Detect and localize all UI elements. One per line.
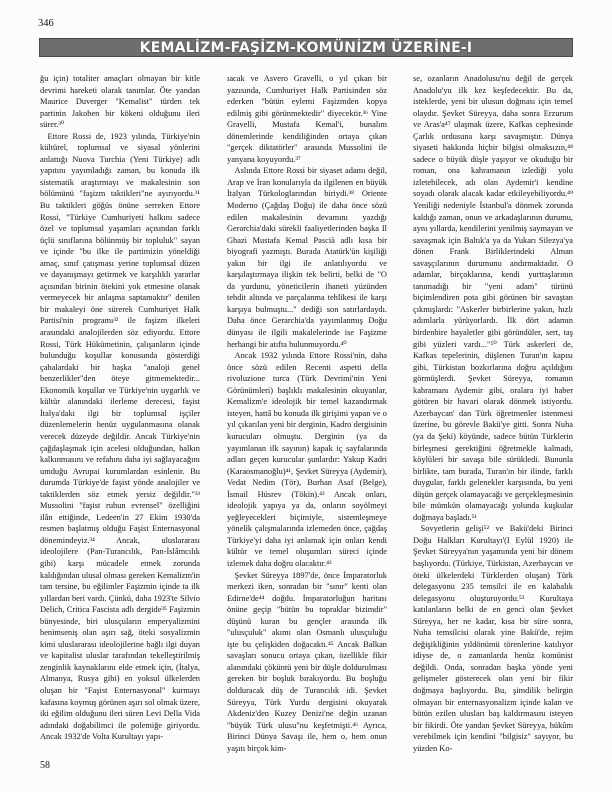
paragraph: Aslında Ettore Rossi bir siyaset adamı değil, Arap ve İran konularıyla da ilgilenen en büyük İtalyan Türkologlarından biriydi.³⁸ Oriente Moderno (Çağdaş Doğu) ile daha önce sözü edilen makalesinin devamını yazdığı Gerarchia'daki sürekli faaliyetlerinden başka Il Ghazi Mustafa Kemal Pascià adlı kısa bir biyografi yazmıştı. Burada Atatürk'ün kişiliği yakın bir ilgi ile anlatılıyordu ve karşılaştırmaya ilişkin tek belirti, belki de "O da yurdunu, yöneticilerin ihaneti yüzünden tehdit altında ve parçalanma tehlikesi ile karşı karşıya bulmuştu..." dediği son satırlardaydı. Daha önce Gerarchia'da yayımlanmış Doğu dünyası ile ilgili makalelerinde ise Faşizme herhangi bir atıfta bulunmuyordu.⁴⁰: [227, 166, 387, 349]
paragraph: Ancak 1932 yılında Ettore Rossi'nin, daha önce sözü edilen Recenti aspetti della rivoluzione turca (Türk Devrimi'nin Yeni Görünümleri) başlıklı makalesinin okuyanlar, Kemalizm'e ideolojik bir temel kazandırmak isteyen, hattâ bu konuda ilk girişimi yapan ve o yıl çıkarılan yeni bir derginin, Kadro dergisinin kurucuları olmuştu. Derginin (ya da yayımlanan ilk sayının) kapak iç sayfalarında adları geçen kurucular şunlardır: Yakup Kadri (Karaosmanoğlu)⁴¹, Şevket Süreyya (Aydemir), Vedat Nedim (Tör), Burhan Asaf (Belge), İsmail Hüsrev (Tökin).⁴² Ancak onları, ideolojik yapıya ya da, onların soyölmeyi yeğleyecekleri biçimiyle, sistemleşmeye yönelik çalışmalarında izlemeden önce, çağdaş Türkiye'yi daha iyi anlamak için onları kendi kültür ve temel oluşumları süreci içinde izlemek daha doğru olacaktır.⁴³: [227, 351, 387, 568]
text-column-1: [40, 73, 200, 742]
paragraph: Sovyetlerin gelişi⁵² ve Bakü'deki Birinci Doğu Halkları Kurultayı'(I Eylül 1920) ile Şevket Süreyya'nın yaşamında yeni bir dönem başlıyordu. (Türkiye, Türkistan, Azerbaycan ve öteki ülkelerdeki Türklerden oluşan) Türk delegasyonu 235 temsilci ile en kalabalık delegasyonu oluşturuyordu.⁵³ Kurultaya katılanların belki de en genci olan Şevket Süreyya, her ne kadar, kısa bir süre sonra, Nuha temsilcisi olarak yine Bakü'de, rejim değişikliğinin yıldönümü törenlerine katılıyor idiyse de, o zamanlarda henüz komünist değildi. Onda, sonradan başka yönde yeni gelişmeler gösterecek olan yeni bir fikir doğmaya başlıyordu. Bu, şimdilik belirgin olmayan bir enternasyonalizm içinde kalan ve bütün ezilen ulusları baş kaldırmasını isteyen bir fikirdi. Öte yandan Şevket Süreyya, hükûm verebilmek için kendini "bilgisiz" sayıyor, bu yüzden Ko-: [413, 524, 573, 753]
page-number: 346: [38, 18, 54, 29]
text-column-3: [413, 73, 573, 753]
section-banner: [39, 38, 573, 57]
footer-page-number: 58: [40, 760, 50, 771]
paragraph: Ettore Rossi de, 1923 yılında, Türkiye'nin kültürel, toplumsal ve siyasal yönlerini anlattığı Nuova Turchia (Yeni Türkiye) adlı yapıtını yayımladığı zaman, bu konuda ilk sistematik araştırmayı ve makalesinin son bölümünü "faşizm taktikleri"ne ayırıyordu.³¹ Bu taktikleri göğüs önüne serreken Ettore Rossi, "Türkiye Cumhuriyeti halkını sadece özel ve toplumsal yaşamları açısından farklı üçlü sınıflarına bölünmüş bir topluluk" sayan ve içinde "bu ilke ile partimizin yöneldiği amaç, sınıf çatışması yerine toplumsal düzen ve dayanışmayı getirmek ve karşılıklı yararlar açısından birinin ötekini yok etmesine olanak vermeyecek bir anlaşma saptamaktır" denilen bir makaleyi öne sürerek Cumhuriyet Halk Partisi'nin programı³² ile faşizm ilkeleri arasındaki analojilerden söz ediyordu. Ettore Rossi, Türk Hükümetinin, çalışanların içinde bulunduğu koşullar konusunda gösterdiği çabalardaki bir başka "analoji genel benzerlikler"den öteye gitmemektedir... Ekonomik koşullar ve Türkiye'nin uygarlık ve kültür alanındaki ilerleme derecesi, faşist İtalya'daki ilgi bir toplumsal işçiler düzenlemelerin henüz uygulanmasına olanak verecek düzeyde değildir. Ancak Türkiye'nin çağdaşlaşmak için acelesi olduğundan, halkın kalkınmasını ve refahını daha iyi sağlayacağını umduğu Avrupai kurumlardan esinlenir. Bu durumda Türkiye'de faşist yönde analojiler ve taktiklerden söz etmek yersiz değildir."³³ Mussolini "faşist ruhun evrensel" özelliğini ilân ettiğinde, Ledeen'in 27 Ekim 1930'da resmen başlatmış olduğu Faşist Enternasyonal dönemindeyiz.³⁴ Ancak, uluslararası ideolojilere (Pan-Turancılık, Pan-İslâmcılık gibi) karşı mücadele etmek zorunda kaldığından ulusal olması gereken Kemalizm'in tam tersine, bu eğilimler Faşizmin içinde ta ilk yıllardan beri vardı. Çünkü, daha 1923'te Silvio Delich, Critica Fascista adlı dergide³⁵ Faşizmin bünyesinde, biri ulusçuların emperyalizmini benimseniş olan aşırı sağ, öteki sosyalizmin kimi uluslararası ideolojilerine bağlı ilgi duyan ve kapitalist uluslar tarafından tekelleştirilmiş zenginlik kaynaklarını elde etmek için, (İtalya, Almanya, Rusya gibi) en yoksul ülkelerden oluşan bir "Faşist Enternasyonal" kurmayı kafasına koymuş görünen aşırı sol olmak üzere, iki eğilim olduğunu ileri süren Levi Della Vida adındaki doğabilimci ile polemiğe giriyordu. Ancak 1932'de Volta Kurultayı yapı-: [40, 131, 200, 742]
paragraph: ğu için) totaliter amaçları olmayan bir kitle devrimi hareketi olarak tanımlar. Öte yandan Maurice Duverger "Kemalist" türden tek partinin Jakoben bir kökeni olduğunu ileri sürer.³⁰: [40, 74, 200, 130]
section-title: KEMALİZM-FAŞİZM-KOMÜNİZM ÜZERİNE-I: [139, 40, 473, 56]
text-column-2: [227, 73, 387, 753]
paragraph: ıacak ve Asvero Gravelli, o yıl çıkan bir yazısında, Cumhuriyet Halk Partisinden söz ederken "bütün eylemi Faşizmden kopya edilmiş gibi görünmektedir" diyecektir.³⁶ Yine Gravelli, Mustafa Kemal'i, bunalım dönemlerinde kendiliğinden ortaya çıkan "gerçek diktatörler" arasında Mussolini ile yanyana koyuyordu.³⁷: [227, 74, 387, 164]
paragraph: Şevket Süreyya 1897'de, önce İmparatorluk merkezi iken, sonradan bir "sınır" kenti olan Edirne'de⁴⁴ doğdu. İmparatorluğun haritası önüne geçip "bütün bu topraklar bizimdir" düşünü kuran bu gençler arasında ilk "ulusçuluk" akımı olan Osmanlı ulusçuluğu işte bu çelişkiden doğacaktı.⁴⁵ Ancak Balkan savaşları sonucu ortaya çıkan, özellikle fikir alanındaki çöküntü yeni bir düşle doldurulması gereken bir boşluk bırakıyordu. Bu boşluğu dolduracak düş de Turancılık idi. Şevket Süreyya, Türk Yurdu dergisini okuyarak Akdeniz'den Kuzey Denizi'ne değin uzanan "büyük Türk ulusu"nu keşfetmişti.⁴⁶ Ayrıca, Birinci Dünya Savaşı ile, hem o, hem onun yaşıtı birçok kim-: [227, 570, 387, 753]
paragraph: se, ozanların Anadolusu'nu değil de gerçek Anadolu'yu ilk kez keşfedecektir. Bu da, isteklerde, yeni bir ulusun doğması için temel olaydır. Şevket Süreyya, daha sonra Erzurum ve Aras'a⁴⁷ ulaşmak üzere, Kafkas cephesinde Çarlık ordusuna karşı savaşmıştır. Dünya siyaseti hakkında hiçbir bilgisi olmaksızın,⁴⁸ sadece o büyük düşle yaşıyor ve okuduğu bir roman, ona kahramanın izlediği yolu izletebilecek, adı olan Aydemir'i kendine soyadı olarak alacak kadar etkileyebiliyordu.⁴⁹ Yeniliği nedeniyle İstanbul'a dönmek zorunda kaldığı zaman, onun ve arkadaşlarının durumu, aynı yıllarda, kendilerini yenilmiş saymayan ve savaşmak için Baltık'a ya da Yukarı Silezya'ya dönen Frank Birliklerindeki Alman savaşçılarının durumunu andırmaktadır. O adamlar, birçoklarına, kendi yurttaşlarının tanımadığı bir "yeni adam" türünü biçimlendiren pota gibi görünen bir savaştan çıkmışlardı: "Askerler birbirlerine yakın, hızlı adımlarla yürüyorlardı. İlk dört adamın birdenbire hayaletler gibi göründüler, sert, taş gibi yüzleri vardı..."⁵⁰ Türk askerleri de, Kafkas tepelerinin, düşlenen Turan'ın kapısı gibi, Türkistan bozkırlarına doğru açıldığını görmüşlerdi. Şevket Süreyya, romanın kahramanı Aydemir gibi, oralara iyi haber götüren bir havari olarak dönmek istiyordu. Azerbaycan' dan Türk öğretmenler istenmesi üzerine, bu görevle Bakü'ye gitti. Sonra Nuha (ya da Şeki) köyünde, sadece bütün Türklerin birleşmesi gerektiğini öğretmekle kalmadı, köylüleri bir savaşa bile sürükledi. Bununla birlikte, tam burada, Turan'ın bir ilinde, farklı duygular, farklı gelenekler karşısında, bu yeni düşün gerçek olamayacağı ve gerçekleşmesinin bile mümkün olamayacağı yolunda kuşkular doğmaya başladı.⁵¹: [413, 74, 573, 522]
